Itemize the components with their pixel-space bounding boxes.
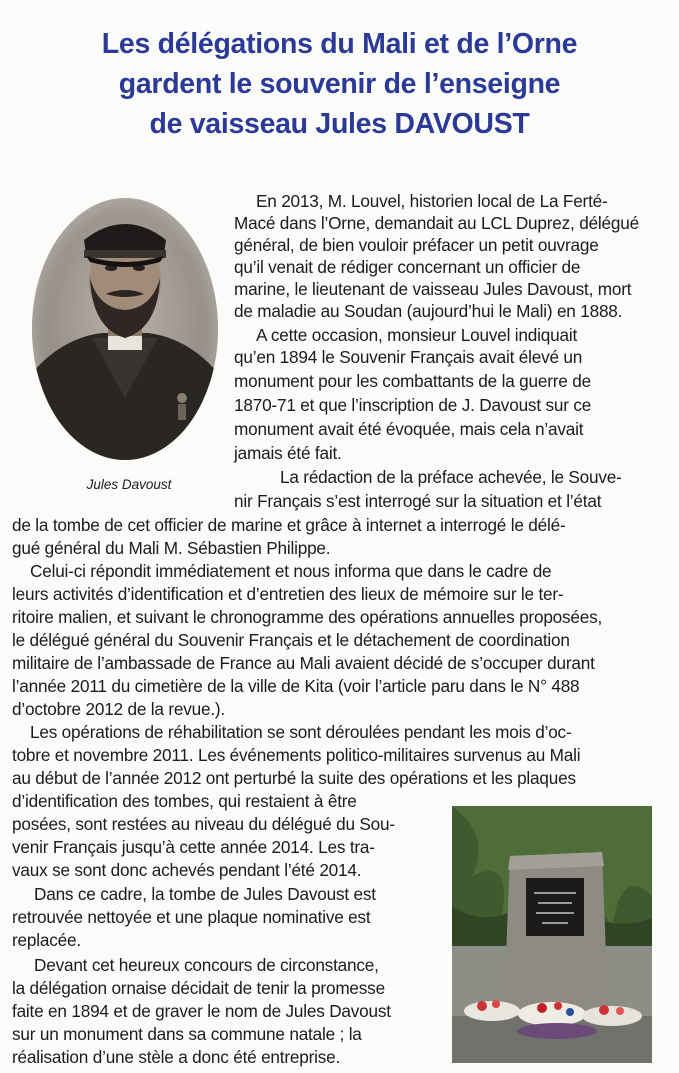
title-line: Les délégations du Mali et de l’Orne (101, 28, 578, 60)
body-line: leurs activités d’identification et d’entretien des lieux de mémoire sur le ter- (12, 584, 564, 604)
body-line: le délégué général du Souvenir Français et le détachement de coordination (12, 630, 570, 650)
body-line: Macé dans l’Orne, demandait au LCL Duprez, délégué (234, 213, 639, 233)
body-line: Devant cet heureux concours de circonstance, (34, 955, 379, 975)
body-line: d’identification des tombes, qui restaient à être (12, 791, 357, 811)
body-line: nir Français s’est interrogé sur la situation et l’état (234, 491, 602, 511)
body-line: venir Français jusqu’à cette année 2014. Les tra- (12, 837, 375, 857)
body-line: retrouvée nettoyée et une plaque nominative est (12, 907, 371, 927)
body-line: la délégation ornaise décidait de tenir la promesse (12, 978, 385, 998)
body-line: de maladie au Soudan (aujourd’hui le Mali) en 1888. (234, 301, 623, 321)
body-line: d’octobre 2012 de la revue.). (12, 699, 226, 719)
body-line: marine, le lieutenant de vaisseau Jules Davoust, mort (234, 279, 632, 299)
body-line: posées, sont restées au niveau du délégué du Sou- (12, 814, 395, 834)
body-line: La rédaction de la préface achevée, le Souve- (280, 467, 622, 487)
body-line: jamais été fait. (234, 443, 342, 463)
body-line: 1870-71 et que l’inscription de J. Davoust sur ce (234, 395, 592, 415)
body-line: général, de bien vouloir préfacer un petit ouvrage (234, 235, 599, 255)
body-line: réalisation d’une stèle a donc été entreprise. (12, 1047, 341, 1067)
body-line: Dans ce cadre, la tombe de Jules Davoust est (34, 884, 376, 904)
body-line: vaux se sont donc achevés pendant l’été 2014. (12, 860, 362, 880)
body-line: replacée. (12, 930, 81, 950)
portrait-photo (32, 198, 218, 460)
body-line: gué général du Mali M. Sébastien Philippe. (12, 538, 331, 558)
body-line: ritoire malien, et suivant le chronogramme des opérations annuelles proposées, (12, 607, 603, 627)
body-line: Les opérations de réhabilitation se sont déroulées pendant les mois d’oc- (30, 722, 572, 742)
body-line: qu’en 1894 le Souvenir Français avait élevé un (234, 347, 583, 367)
body-line: A cette occasion, monsieur Louvel indiquait (256, 325, 578, 345)
body-line: au début de l’année 2012 ont perturbé la suite des opérations et les plaques (12, 768, 576, 788)
body-line: monument avait été évoquée, mais cela n’avait (234, 419, 584, 439)
body-line: En 2013, M. Louvel, historien local de La Ferté- (256, 191, 608, 211)
body-line: Celui-ci répondit immédiatement et nous informa que dans le cadre de (30, 561, 552, 581)
body-line: monument pour les combattants de la guerre de (234, 371, 591, 391)
body-line: l’année 2011 du cimetière de la ville de Kita (voir l’article paru dans le N° 488 (12, 676, 580, 696)
photo-caption: Jules Davoust (86, 477, 172, 492)
body-line: de la tombe de cet officier de marine et grâce à internet a interrogé le délé- (12, 515, 566, 535)
body-line: militaire de l’ambassade de France au Mali avaient décidé de s’occuper durant (12, 653, 595, 673)
title-line: de vaisseau Jules DAVOUST (149, 108, 530, 140)
body-line: faite en 1894 et de graver le nom de Jules Davoust (12, 1001, 391, 1021)
body-line: qu’il venait de rédiger concernant un officier de (234, 257, 581, 277)
body-line: tobre et novembre 2011. Les événements politico-militaires survenus au Mali (12, 745, 581, 765)
monument-photo (452, 806, 652, 1063)
article-title (6, 24, 673, 144)
title-line: gardent le souvenir de l’enseigne (118, 68, 561, 100)
body-line: sur un monument dans sa commune natale ; la (12, 1024, 362, 1044)
